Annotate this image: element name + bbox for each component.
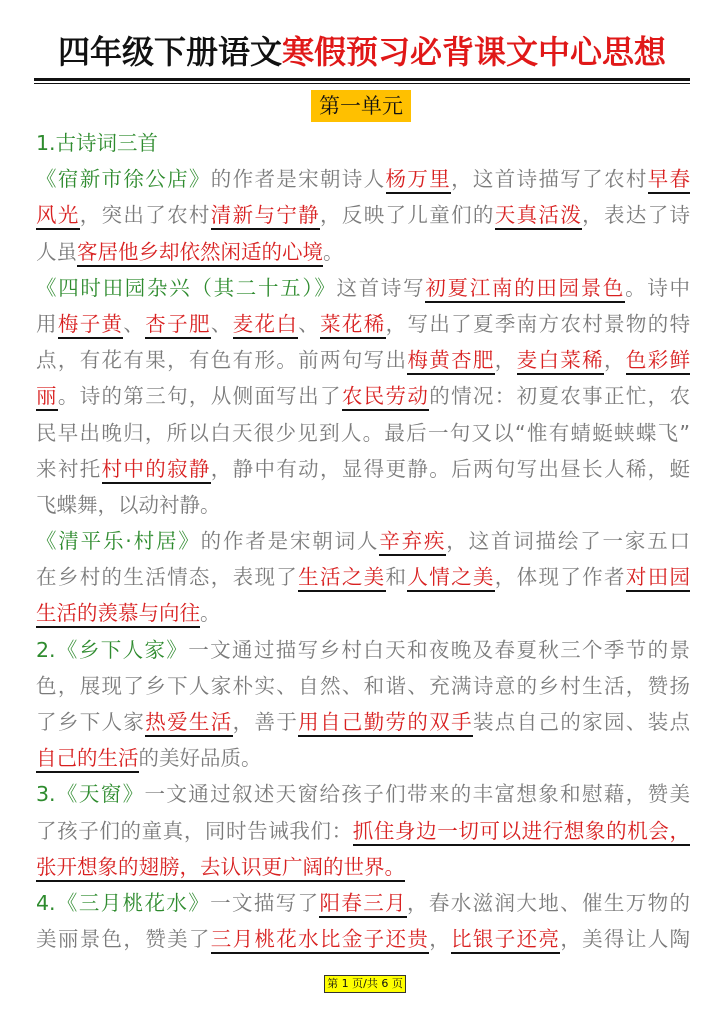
text-line — [36, 451, 690, 487]
heading-text: 《宿新市徐公店》 — [36, 167, 211, 192]
body-text: 人虽 — [36, 239, 77, 264]
body-text: 一文描写了 — [210, 890, 320, 915]
body-text: 。 — [200, 601, 221, 626]
title-rule-thick — [34, 78, 690, 81]
body-text: 的作者是宋朝诗人 — [210, 167, 386, 192]
key-phrase: 村中的寂静 — [102, 457, 211, 484]
key-phrase: 梅子黄 — [58, 312, 124, 339]
document-body — [36, 125, 690, 957]
body-text: ，善于 — [232, 710, 299, 734]
body-text: 装点自己的家园、装点 — [472, 710, 691, 734]
key-phrase: 辛弃疾 — [379, 529, 446, 556]
page-indicator: 第 1 页/共 6 页 — [324, 975, 406, 993]
key-phrase: 生活的羡慕与向往 — [36, 601, 200, 628]
key-phrase: 早春 — [648, 167, 690, 194]
key-phrase: 梅黄杏肥 — [407, 348, 494, 375]
key-phrase: 阳春三月 — [319, 891, 407, 918]
key-phrase: 农民劳动 — [342, 384, 429, 411]
body-text: ，表达了诗 — [582, 203, 691, 228]
unit-heading: 第一单元 — [311, 90, 411, 122]
title-topic: 寒假预习必背课文中心思想 — [282, 33, 667, 71]
text-line — [36, 740, 690, 776]
key-phrase: 热爱生活 — [145, 710, 232, 737]
text-line — [36, 161, 690, 197]
text-line — [36, 523, 690, 559]
body-text: ， — [494, 348, 517, 373]
heading-text: 《四时田园杂兴（其二十五）》 — [36, 275, 337, 300]
body-text: ，静中有动，显得更静。后两句写出昼长人稀，蜓 — [210, 456, 691, 481]
body-text: 在乡村的生活情态，表现了 — [36, 565, 299, 590]
text-line — [36, 776, 690, 812]
text-line — [36, 813, 690, 849]
body-text: 这首诗写 — [336, 275, 426, 300]
body-text: 、 — [210, 311, 233, 336]
text-line — [36, 342, 690, 378]
body-text: ， — [604, 348, 626, 373]
title-rule-thin — [34, 83, 690, 84]
heading-text: 1.古诗词三首 — [36, 131, 159, 155]
heading-text: 2.《乡下人家》 — [36, 637, 189, 662]
body-text: ，体现了作者 — [494, 565, 626, 590]
text-line — [36, 885, 690, 921]
body-text: 的美好品质。 — [138, 746, 262, 771]
body-text: ， — [429, 927, 452, 952]
body-text: ，美得让人陶 — [560, 927, 691, 952]
body-text: 美丽景色，赞美了 — [36, 927, 211, 952]
body-text: 了乡下人家 — [36, 710, 146, 734]
body-text: 飞蝶舞，以动衬静。 — [36, 492, 221, 517]
key-phrase: 人情之美 — [407, 565, 494, 592]
key-phrase: 自己的生活 — [36, 746, 139, 773]
key-phrase: 初夏江南的田园景色 — [425, 276, 625, 303]
heading-text: 《清平乐·村居》 — [36, 529, 201, 554]
text-line — [36, 306, 690, 342]
body-text: 。 — [323, 239, 344, 264]
text-line — [36, 378, 690, 414]
key-phrase: 三月桃花水比金子还贵 — [211, 927, 429, 954]
key-phrase: 张开想象的翅膀，去认识更广阔的世界。 — [36, 855, 405, 882]
body-text: 、 — [298, 311, 321, 336]
text-line — [36, 849, 690, 885]
key-phrase: 天真活泼 — [495, 203, 582, 230]
key-phrase: 对田园 — [626, 565, 690, 592]
body-text: 点，有花有果，有色有形。前两句写出 — [36, 348, 408, 373]
key-phrase: 丽 — [36, 384, 58, 411]
body-text: ，反映了儿童们的 — [320, 203, 495, 228]
key-phrase: 生活之美 — [298, 565, 385, 592]
body-text: 的作者是宋朝词人 — [200, 529, 380, 554]
title-grade: 四年级下册语文 — [57, 33, 282, 71]
body-text: ，写出了夏季南方农村景物的特 — [385, 311, 691, 336]
body-text: 和 — [385, 565, 408, 590]
text-line — [36, 595, 690, 631]
key-phrase: 杨万里 — [386, 167, 452, 194]
body-text: 的情况：初夏农事正忙，农 — [429, 384, 691, 409]
body-text: 用 — [36, 311, 58, 336]
key-phrase: 色彩鲜 — [626, 348, 690, 375]
body-text: 、 — [123, 311, 146, 336]
body-text: 一文通过描写乡村白天和夜晚及春夏秋三个季节的景 — [188, 637, 690, 662]
body-text: 了孩子们的童真，同时告诫我们： — [36, 818, 353, 843]
key-phrase: 抓住身边一切可以进行想象的机会， — [353, 819, 690, 846]
key-phrase: 风光 — [36, 203, 80, 230]
text-line — [36, 487, 690, 523]
key-phrase: 清新与宁静 — [211, 203, 320, 230]
text-line — [36, 270, 690, 306]
text-line — [36, 668, 690, 704]
text-line — [36, 197, 690, 233]
document-title — [34, 30, 690, 74]
text-line — [36, 632, 690, 668]
key-phrase: 杏子肥 — [145, 312, 211, 339]
text-line — [36, 921, 690, 957]
body-text: 来衬托 — [36, 456, 102, 481]
text-line — [36, 415, 690, 451]
key-phrase: 客居他乡却依然闲适的心境 — [77, 240, 323, 267]
body-text: ，突出了农村 — [79, 203, 211, 228]
key-phrase: 菜花稀 — [320, 312, 386, 339]
text-line — [36, 125, 690, 161]
text-line — [36, 704, 690, 740]
text-line — [36, 559, 690, 595]
body-text: ，这首词描绘了一家五口 — [446, 529, 691, 554]
key-phrase: 麦白菜稀 — [517, 348, 604, 375]
body-text: 。诗的第三句，从侧面写出了 — [57, 384, 342, 409]
body-text: 。诗中 — [625, 275, 691, 300]
key-phrase: 用自己勤劳的双手 — [298, 710, 473, 737]
body-text: ，这首诗描写了农村 — [451, 167, 648, 192]
heading-text: 4.《三月桃花水》 — [36, 890, 211, 915]
key-phrase: 麦花白 — [233, 312, 299, 339]
body-text: 民早出晚归，所以白天很少见到人。最后一句又以“惟有蜻蜓蛱蝶飞” — [36, 420, 690, 445]
body-text: 色，展现了乡下人家朴实、自然、和谐、充满诗意的乡村生活，赞扬 — [36, 673, 690, 698]
heading-text: 3.《天窗》 — [36, 782, 145, 807]
text-line — [36, 234, 690, 270]
body-text: 一文通过叙述天窗给孩子们带来的丰富想象和慰藉，赞美 — [144, 782, 691, 807]
key-phrase: 比银子还亮 — [451, 927, 560, 954]
body-text: ，春水滋润大地、催生万物的 — [406, 890, 691, 915]
